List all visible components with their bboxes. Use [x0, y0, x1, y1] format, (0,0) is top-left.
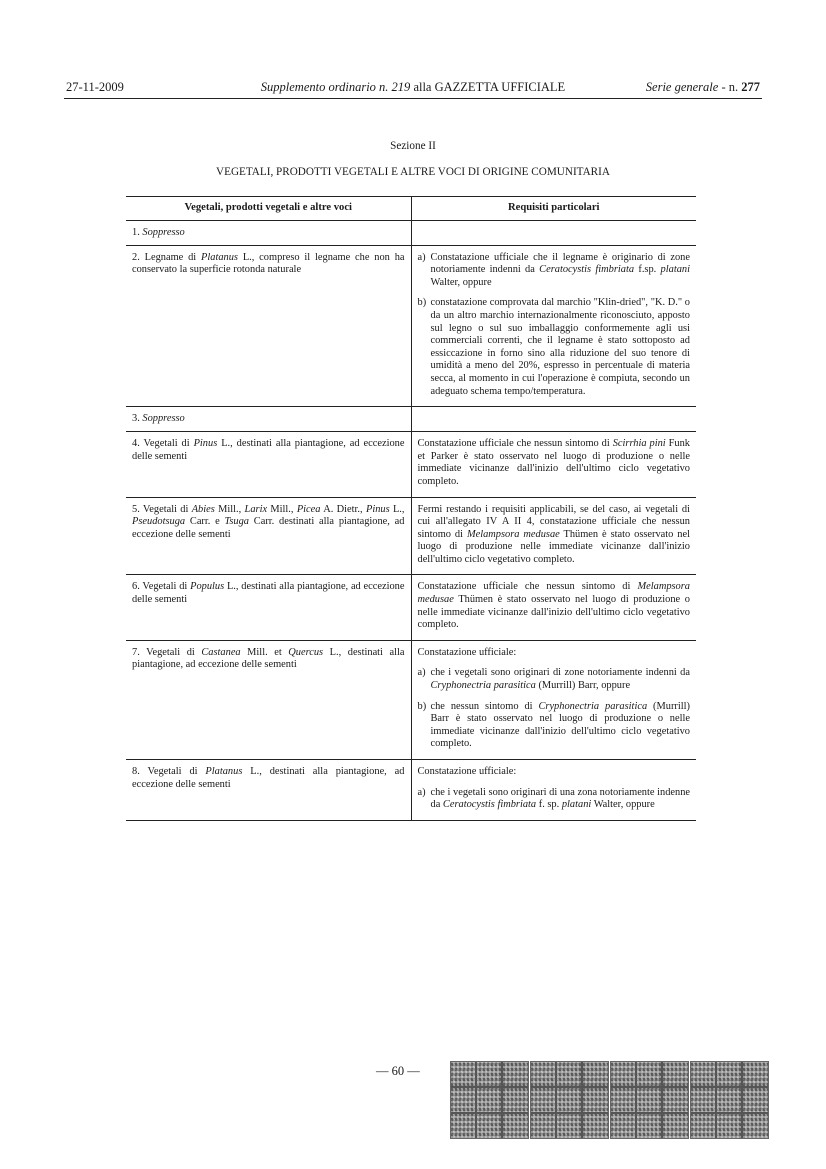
row-8-requirement: Constatazione ufficiale: a) che i vegetali sono originari di una zona notoriamente indenne da Ceratocystis fimbriata f. sp. platani Walter, oppure	[411, 760, 696, 821]
barcode-image	[450, 1061, 529, 1139]
row-3-item: 3. Soppresso	[126, 407, 411, 432]
row-3-requirement	[411, 407, 696, 432]
row-6-requirement: Constatazione ufficiale che nessun sintomo di Melampsora medusae Thümen è stato osservato nel luogo di produzione o nelle immediate vicinanze dall'inizio dell'ultimo ciclo vegetativo completo.	[411, 575, 696, 640]
table-row	[126, 432, 696, 497]
table-row	[126, 407, 696, 432]
barcode-image	[530, 1061, 609, 1139]
table-row	[126, 640, 696, 759]
barcode-image	[610, 1061, 689, 1139]
row-6-item: 6. Vegetali di Populus L., destinati alla piantagione, ad eccezione delle sementi	[126, 575, 411, 640]
row-4-item: 4. Vegetali di Pinus L., destinati alla piantagione, ad eccezione delle sementi	[126, 432, 411, 497]
barcode-image	[690, 1061, 769, 1139]
row-4-requirement: Constatazione ufficiale che nessun sintomo di Scirrhia pini Funk et Parker è stato osservato nel luogo di produzione o nelle immediate vicinanze dall'inizio dell'ultimo ciclo vegetativo completo.	[411, 432, 696, 497]
header-date: 27-11-2009	[66, 80, 124, 94]
row-8-item: 8. Vegetali di Platanus L., destinati alla piantagione, ad eccezione delle sementi	[126, 760, 411, 821]
column-header-requirements: Requisiti particolari	[411, 197, 696, 221]
requirements-table	[126, 196, 696, 821]
row-1-requirement	[411, 220, 696, 245]
header-series: Serie generale - n. 277	[645, 80, 760, 94]
table-row	[126, 245, 696, 407]
table-row	[126, 575, 696, 640]
row-7-requirement: Constatazione ufficiale: a) che i vegetali sono originari di zone notoriamente indenni da Cryphonectria parasitica (Murrill) Barr, oppure b) che nessun sintomo di Cryphonectria parasitica (Murrill) Barr è stato osservato nel luogo di produzione o nelle immediate vicinanze dall'inizio dell'ultimo ciclo vegetativo completo.	[411, 640, 696, 759]
table-row	[126, 220, 696, 245]
row-7-item: 7. Vegetali di Castanea Mill. et Quercus L., destinati alla piantagione, ad eccezione delle sementi	[126, 640, 411, 759]
column-header-items: Vegetali, prodotti vegetali e altre voci	[126, 197, 411, 221]
header-rule	[64, 98, 762, 99]
row-5-item: 5. Vegetali di Abies Mill., Larix Mill., Picea A. Dietr., Pinus L., Pseudotsuga Carr. e Tsuga Carr. destinati alla piantagione, ad eccezione delle sementi	[126, 497, 411, 575]
row-5-requirement: Fermi restando i requisiti applicabili, se del caso, ai vegetali di cui all'allegato IV A II 4, constatazione ufficiale che nessun sintomo di Melampsora medusae Thümen è stato osservato nel luogo di produzione nelle immediate vicinanze dall'inizio dell'ultimo ciclo vegetativo completo.	[411, 497, 696, 575]
table-row	[126, 497, 696, 575]
table-header-row	[126, 197, 696, 221]
table-row	[126, 760, 696, 821]
row-2-requirement: a) Constatazione ufficiale che il legname è originario di zone notoriamente indenni da Ceratocystis fimbriata f.sp. platani Walter, oppure b) constatazione comprovata dal marchio "Klin-dried", "K. D." o da un altro marchio internazionalmente riconosciuto, apposto sul legno o sul suo imballaggio conformemente agli usi commerciali correnti, che il legname è stato sottoposto ad essiccazione in forno sino alla riduzione del suo tenore di umidità a meno del 20%, espresso in percentuale di materia secca, al momento in cui l'operazione è compiuta, secondo un adeguato schema tempo/temperatura.	[411, 245, 696, 407]
row-2-item: 2. Legname di Platanus L., compreso il legname che non ha conservato la superficie rotonda naturale	[126, 245, 411, 407]
row-1-item: 1. Soppresso	[126, 220, 411, 245]
section-label: Sezione II	[390, 140, 436, 152]
page-number: — 60 —	[376, 1064, 420, 1078]
header-publication: Supplemento ordinario n. 219 alla GAZZETTA UFFICIALE	[260, 80, 566, 94]
section-title: VEGETALI, PRODOTTI VEGETALI E ALTRE VOCI DI ORIGINE COMUNITARIA	[216, 166, 610, 178]
page-header	[66, 80, 760, 98]
